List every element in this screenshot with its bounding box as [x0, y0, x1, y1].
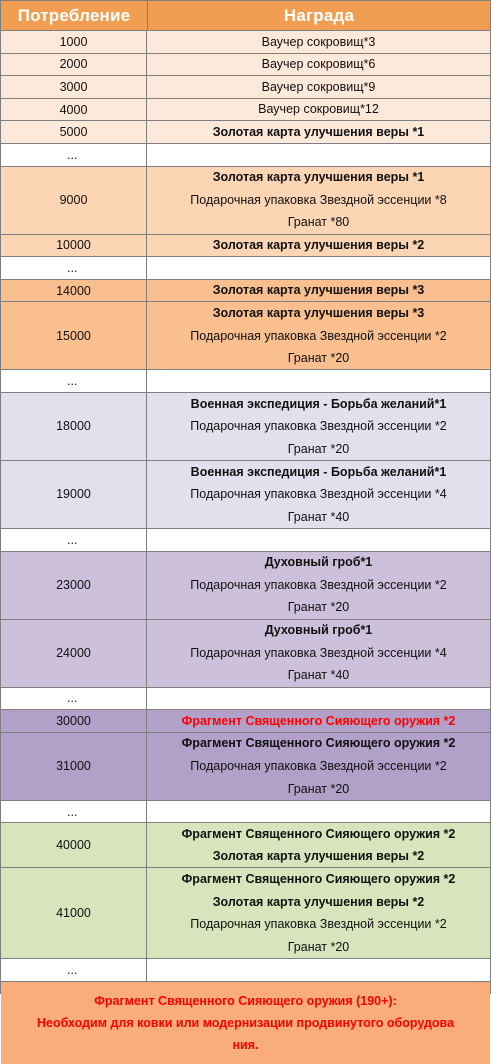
- reward-line: Подарочная упаковка Звездной эссенции *2: [190, 917, 447, 932]
- reward-line: Фрагмент Священного Сияющего оружия *2: [181, 736, 456, 751]
- reward-cell: [147, 280, 490, 302]
- consumption-cell: 4000: [1, 99, 147, 121]
- reward-cell: [147, 121, 490, 143]
- reward-line: Ваучер сокровищ*12: [258, 102, 379, 117]
- consumption-cell: ...: [1, 529, 147, 551]
- table-row: [1, 959, 490, 982]
- consumption-cell: 41000: [1, 868, 147, 958]
- reward-cell: [147, 370, 490, 392]
- reward-cell: [147, 529, 490, 551]
- table-row: [1, 144, 490, 167]
- reward-line: Подарочная упаковка Звездной эссенции *2: [190, 328, 447, 343]
- reward-line: Военная экспедиция - Борьба желаний*1: [190, 396, 447, 411]
- table-row: [1, 620, 490, 688]
- table-row: [1, 688, 490, 711]
- reward-cell: [147, 257, 490, 279]
- reward-line: Духовный гроб*1: [264, 623, 373, 638]
- reward-line: Подарочная упаковка Звездной эссенции *8: [190, 192, 447, 207]
- reward-cell: [147, 144, 490, 166]
- table-row: [1, 280, 490, 303]
- consumption-cell: ...: [1, 801, 147, 823]
- consumption-cell: ...: [1, 257, 147, 279]
- reward-line: Золотая карта улучшения веры *1: [212, 170, 425, 185]
- reward-cell: [147, 235, 490, 257]
- consumption-cell: ...: [1, 144, 147, 166]
- footer-line: ния.: [232, 1037, 259, 1052]
- table-row: [1, 393, 490, 461]
- reward-line: Золотая карта улучшения веры *2: [212, 894, 425, 909]
- reward-cell: [147, 959, 490, 981]
- reward-line: Подарочная упаковка Звездной эссенции *4: [190, 487, 447, 502]
- consumption-cell: ...: [1, 959, 147, 981]
- reward-line: Фрагмент Священного Сияющего оружия *2: [181, 713, 456, 728]
- reward-line: Подарочная упаковка Звездной эссенции *2: [190, 577, 447, 592]
- consumption-cell: 15000: [1, 302, 147, 369]
- reward-cell: [147, 688, 490, 710]
- header-consumption: Потребление: [1, 1, 148, 30]
- table-row: [1, 370, 490, 393]
- reward-line: Гранат *40: [287, 509, 350, 524]
- reward-line: Фрагмент Священного Сияющего оружия *2: [181, 872, 456, 887]
- reward-line: Военная экспедиция - Борьба желаний*1: [190, 464, 447, 479]
- reward-cell: [147, 823, 490, 867]
- table-row: [1, 302, 490, 370]
- reward-cell: [147, 801, 490, 823]
- consumption-cell: 30000: [1, 710, 147, 732]
- consumption-cell: 19000: [1, 461, 147, 528]
- reward-line: Ваучер сокровищ*6: [261, 57, 376, 72]
- table-row: [1, 76, 490, 99]
- reward-cell: [147, 733, 490, 800]
- reward-line: Подарочная упаковка Звездной эссенции *2: [190, 419, 447, 434]
- consumption-cell: 10000: [1, 235, 147, 257]
- reward-line: Подарочная упаковка Звездной эссенции *4: [190, 645, 447, 660]
- reward-line: Духовный гроб*1: [264, 555, 373, 570]
- reward-line: Гранат *40: [287, 668, 350, 683]
- reward-line: Золотая карта улучшения веры *3: [212, 283, 425, 298]
- table-row: [1, 121, 490, 144]
- footer-line: Необходим для ковки или модернизации продвинутого оборудова: [36, 1015, 455, 1030]
- reward-cell: [147, 99, 490, 121]
- consumption-cell: 14000: [1, 280, 147, 302]
- footer-note: [1, 982, 490, 1064]
- table-header: [1, 1, 490, 31]
- table-row: [1, 54, 490, 77]
- table-row: [1, 257, 490, 280]
- consumption-cell: 2000: [1, 54, 147, 76]
- consumption-cell: ...: [1, 370, 147, 392]
- table-body: [1, 31, 490, 982]
- table-row: [1, 167, 490, 235]
- reward-cell: [147, 302, 490, 369]
- reward-line: Гранат *20: [287, 351, 350, 366]
- reward-line: Золотая карта улучшения веры *3: [212, 305, 425, 320]
- reward-cell: [147, 710, 490, 732]
- consumption-cell: 31000: [1, 733, 147, 800]
- reward-line: Гранат *20: [287, 781, 350, 796]
- table-row: [1, 529, 490, 552]
- reward-cell: [147, 461, 490, 528]
- consumption-cell: 40000: [1, 823, 147, 867]
- consumption-cell: 9000: [1, 167, 147, 234]
- reward-line: Золотая карта улучшения веры *2: [212, 849, 425, 864]
- footer-line: Фрагмент Священного Сияющего оружия (190+):: [94, 993, 397, 1008]
- reward-line: Фрагмент Священного Сияющего оружия *2: [181, 826, 456, 841]
- consumption-cell: 1000: [1, 31, 147, 53]
- table-row: [1, 801, 490, 824]
- table-row: [1, 552, 490, 620]
- table-row: [1, 31, 490, 54]
- reward-line: Гранат *80: [287, 215, 350, 230]
- reward-line: Золотая карта улучшения веры *2: [212, 238, 425, 253]
- table-row: [1, 99, 490, 122]
- reward-line: Гранат *20: [287, 600, 350, 615]
- table-row: [1, 733, 490, 801]
- reward-line: Подарочная упаковка Звездной эссенции *2: [190, 758, 447, 773]
- reward-cell: [147, 76, 490, 98]
- table-row: [1, 868, 490, 959]
- reward-line: Золотая карта улучшения веры *1: [212, 124, 425, 139]
- reward-cell: [147, 54, 490, 76]
- table-row: [1, 461, 490, 529]
- consumption-cell: 24000: [1, 620, 147, 687]
- table-row: [1, 235, 490, 258]
- consumption-cell: 23000: [1, 552, 147, 619]
- consumption-cell: 18000: [1, 393, 147, 460]
- consumption-cell: 3000: [1, 76, 147, 98]
- reward-cell: [147, 31, 490, 53]
- reward-line: Гранат *20: [287, 441, 350, 456]
- reward-cell: [147, 552, 490, 619]
- reward-cell: [147, 393, 490, 460]
- table-row: [1, 823, 490, 868]
- reward-cell: [147, 868, 490, 958]
- reward-cell: [147, 167, 490, 234]
- reward-line: Ваучер сокровищ*9: [261, 79, 376, 94]
- reward-cell: [147, 620, 490, 687]
- consumption-cell: 5000: [1, 121, 147, 143]
- header-reward: Награда: [283, 5, 355, 25]
- consumption-cell: ...: [1, 688, 147, 710]
- reward-line: Ваучер сокровищ*3: [261, 34, 376, 49]
- reward-line: Гранат *20: [287, 939, 350, 954]
- table-row: [1, 710, 490, 733]
